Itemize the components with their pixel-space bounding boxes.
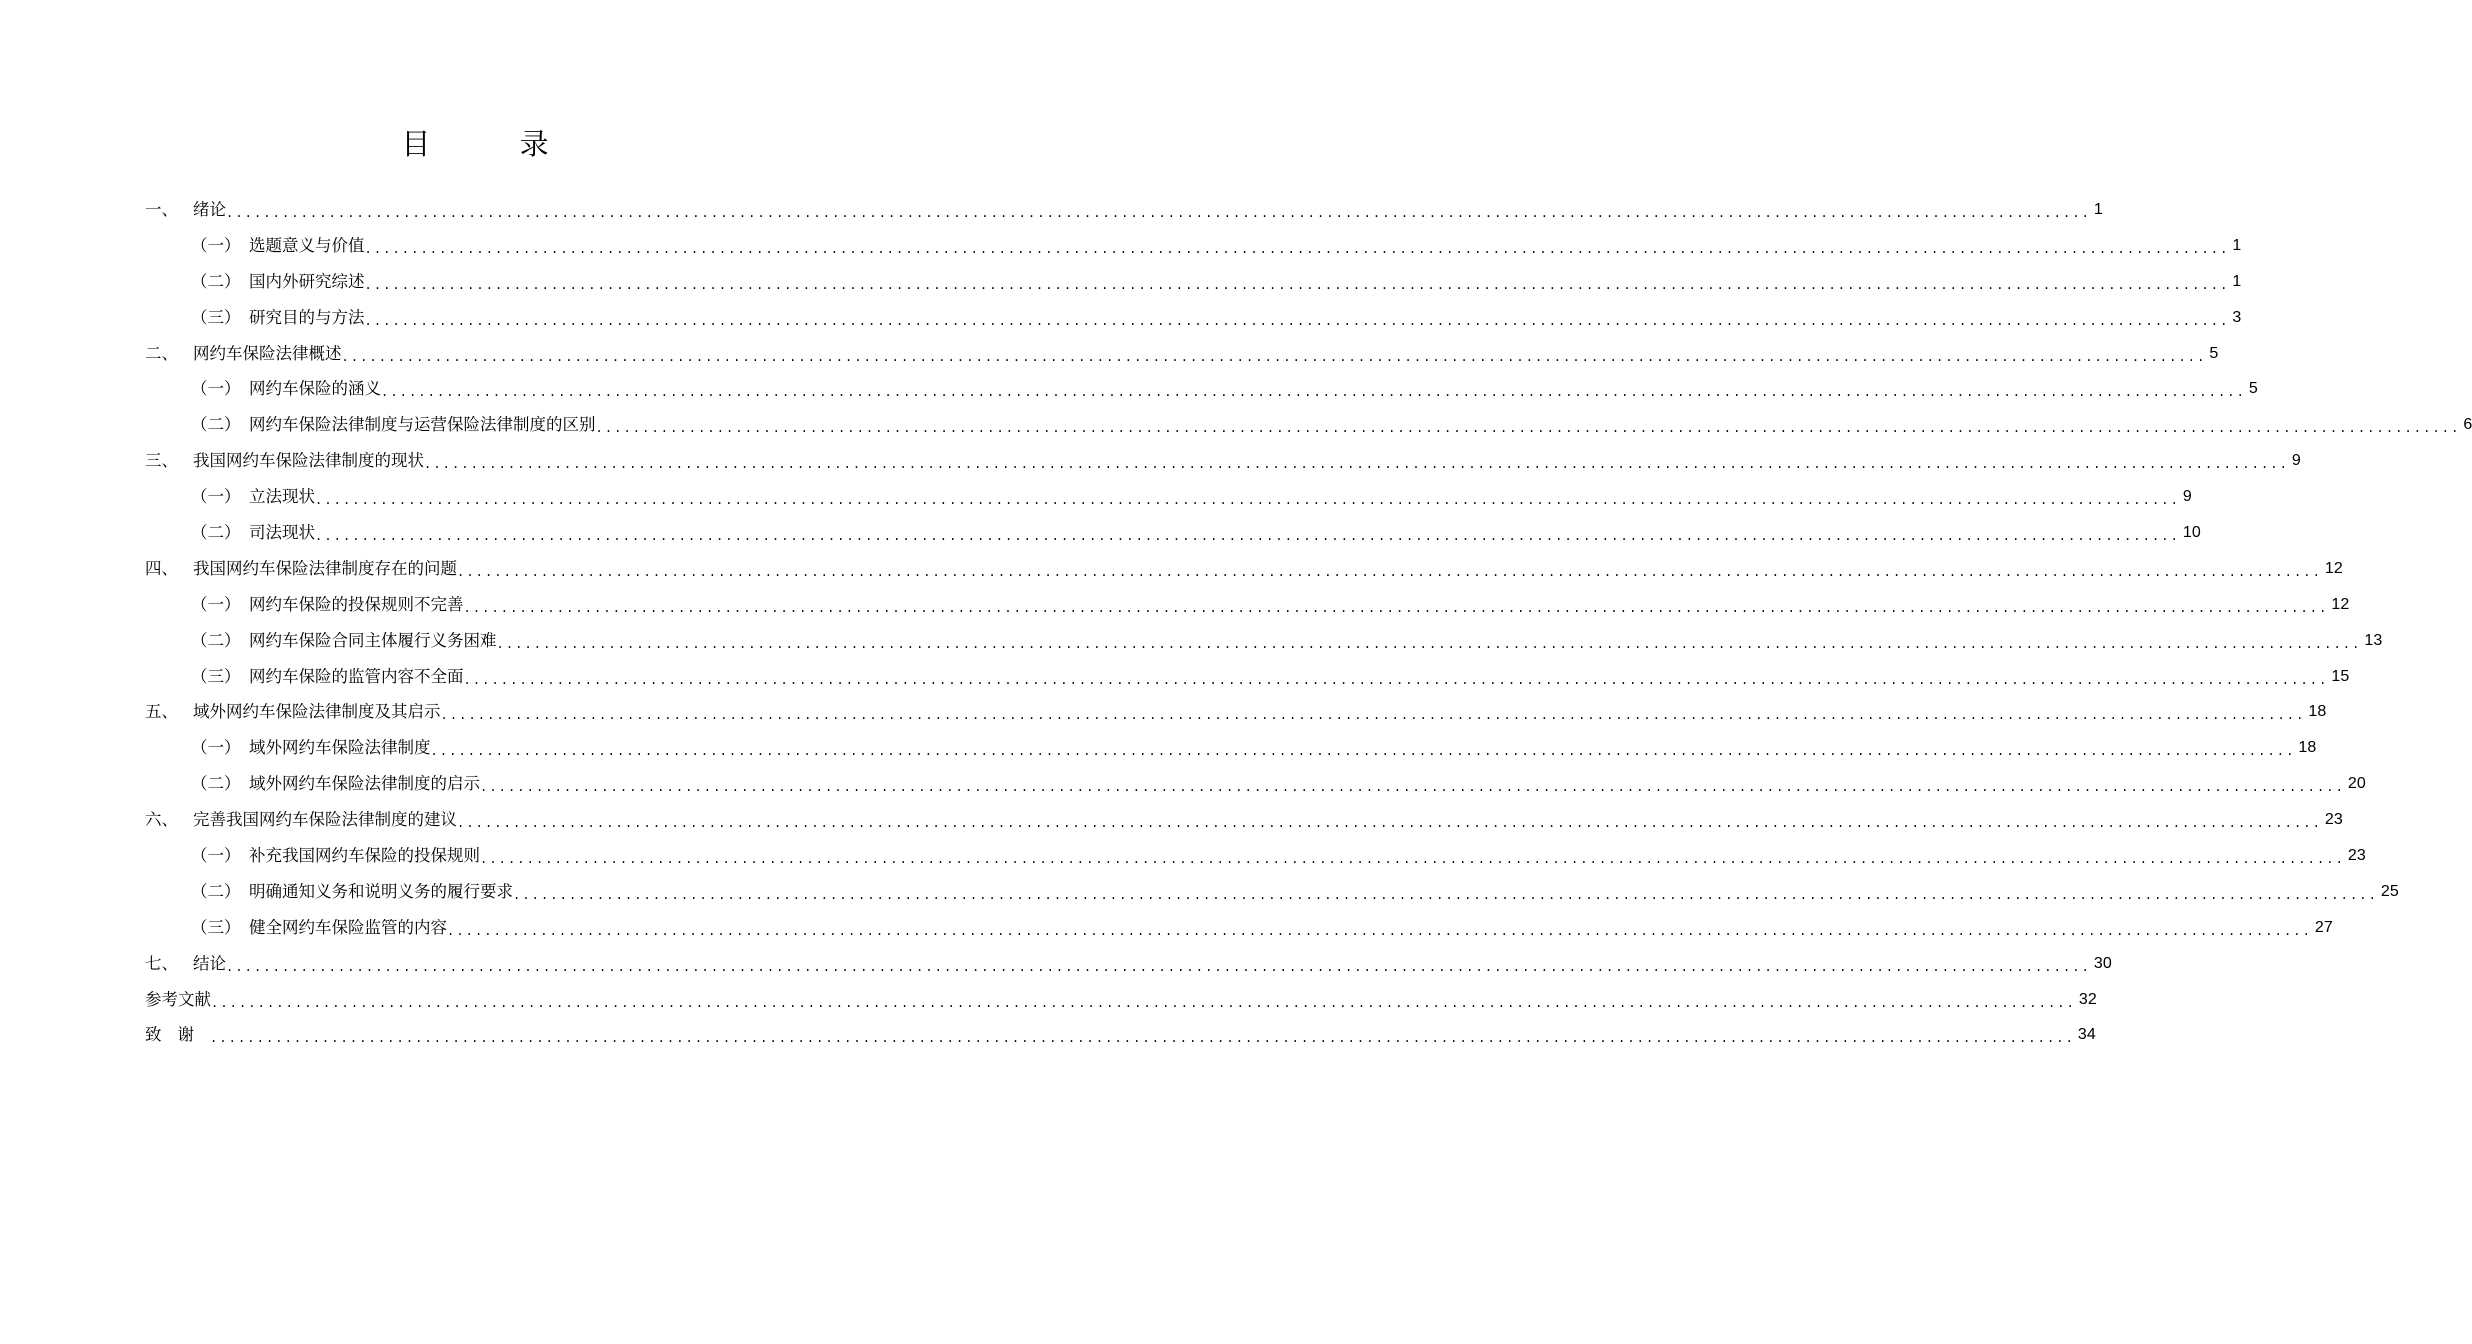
toc-entry[interactable]	[145, 838, 2366, 874]
toc-leader-dots: ........................................................................................................................................................................................................	[424, 457, 2289, 472]
toc-entry[interactable]	[145, 551, 2343, 587]
toc-entry-page: 10	[2182, 523, 2201, 541]
toc-entry-page: 1	[2232, 272, 2242, 290]
toc-entry-number: （一）	[191, 379, 241, 399]
toc-leader-dots: ........................................................................................................................................................................................................	[457, 564, 2322, 579]
toc-entry[interactable]	[145, 443, 2301, 479]
toc-entry-number: （一）	[191, 845, 241, 865]
toc-leader-dots: ........................................................................................................................................................................................................	[496, 636, 2362, 651]
toc-leader-dots: ........................................................................................................................................................................................................	[463, 600, 2329, 615]
toc-entry-number: （二）	[191, 881, 241, 901]
toc-entry-title: 立法现状	[249, 487, 315, 507]
toc-entry-title: 司法现状	[249, 522, 315, 542]
toc-entry-number: 一、	[145, 199, 178, 219]
toc-entry-number: （三）	[191, 307, 241, 327]
toc-entry-title: 网约车保险法律制度与运营保险法律制度的区别	[249, 415, 596, 435]
toc-entry-title: 明确通知义务和说明义务的履行要求	[249, 881, 513, 901]
toc-entry[interactable]	[145, 1017, 2096, 1053]
toc-entry-title: 国内外研究综述	[249, 271, 365, 291]
toc-entry[interactable]	[145, 766, 2366, 802]
toc-leader-dots: ........................................................................................................................................................................................................	[226, 959, 2091, 974]
toc-leader-dots: ........................................................................................................................................................................................................	[463, 672, 2329, 687]
toc-leader-dots: ........................................................................................................................................................................................................	[315, 493, 2180, 508]
toc-entry-title: 网约车保险的监管内容不全面	[249, 666, 464, 686]
toc-entry-page: 23	[2347, 846, 2366, 864]
toc-entry-number: （二）	[191, 774, 241, 794]
toc-leader-dots: ........................................................................................................................................................................................................	[364, 241, 2230, 256]
toc-entry[interactable]	[145, 336, 2219, 372]
toc-entry-title: 网约车保险的涵义	[249, 379, 381, 399]
toc-entry[interactable]	[145, 371, 2258, 407]
toc-entry-page: 12	[2331, 595, 2350, 613]
toc-entry-page: 12	[2324, 559, 2343, 577]
toc-entry-title: 域外网约车保险法律制度	[249, 738, 431, 758]
toc-entry-number: 二、	[145, 343, 178, 363]
toc-entry-title: 网约车保险的投保规则不完善	[249, 594, 464, 614]
toc-entry-title: 域外网约车保险法律制度的启示	[249, 774, 480, 794]
toc-entry-number: （二）	[191, 522, 241, 542]
toc-entry-number: （一）	[191, 738, 241, 758]
toc-leader-dots: ........................................................................................................................................................................................................	[457, 816, 2322, 831]
toc-entry[interactable]	[145, 802, 2343, 838]
toc-entry[interactable]	[145, 982, 2097, 1018]
toc-leader-dots: ........................................................................................................................................................................................................	[211, 995, 2076, 1010]
toc-entry-page: 30	[2093, 954, 2112, 972]
toc-entry-title: 补充我国网约车保险的投保规则	[249, 845, 480, 865]
table-of-contents	[145, 192, 2472, 1053]
toc-entry-page: 6	[2463, 416, 2472, 434]
toc-entry-page: 32	[2078, 990, 2097, 1008]
toc-entry-page: 9	[2291, 452, 2301, 470]
toc-entry-page: 34	[2077, 1026, 2096, 1044]
toc-entry-title: 健全网约车保险监管的内容	[249, 917, 447, 937]
toc-entry[interactable]	[145, 946, 2112, 982]
toc-entry-title: 研究目的与方法	[249, 307, 365, 327]
toc-entry[interactable]	[145, 730, 2317, 766]
toc-entry[interactable]	[145, 659, 2350, 695]
toc-entry-page: 3	[2232, 308, 2242, 326]
toc-entry-page: 18	[2298, 739, 2317, 757]
toc-leader-dots: ........................................................................................................................................................................................................	[440, 708, 2306, 723]
toc-entry-number: 四、	[145, 558, 178, 578]
toc-entry-title: 致谢	[145, 1025, 210, 1045]
toc-entry[interactable]	[145, 874, 2399, 910]
page-title: 目 录	[401, 127, 589, 161]
toc-entry-page: 27	[2314, 918, 2333, 936]
toc-entry-title: 域外网约车保险法律制度及其启示	[193, 702, 441, 722]
toc-entry[interactable]	[145, 264, 2242, 300]
toc-entry-page: 5	[2248, 380, 2258, 398]
toc-leader-dots: ........................................................................................................................................................................................................	[364, 313, 2230, 328]
toc-entry-title: 我国网约车保险法律制度的现状	[193, 451, 424, 471]
toc-entry-page: 15	[2331, 667, 2350, 685]
toc-entry[interactable]	[145, 192, 2103, 228]
toc-leader-dots: ........................................................................................................................................................................................................	[341, 349, 2207, 364]
toc-entry-number: 六、	[145, 810, 178, 830]
toc-leader-dots: ........................................................................................................................................................................................................	[480, 851, 2345, 866]
toc-entry[interactable]	[145, 587, 2350, 623]
toc-entry-number: （一）	[191, 594, 241, 614]
toc-entry-number: （三）	[191, 917, 241, 937]
toc-entry-number: （三）	[191, 666, 241, 686]
toc-entry-title: 选题意义与价值	[249, 235, 365, 255]
toc-leader-dots: ........................................................................................................................................................................................................	[381, 385, 2246, 400]
toc-entry[interactable]	[145, 515, 2201, 551]
toc-entry-page: 13	[2364, 631, 2383, 649]
toc-entry-page: 23	[2324, 811, 2343, 829]
toc-entry-number: （二）	[191, 271, 241, 291]
toc-entry[interactable]	[145, 623, 2383, 659]
toc-entry-title: 我国网约车保险法律制度存在的问题	[193, 558, 457, 578]
toc-entry[interactable]	[145, 694, 2327, 730]
toc-entry-page: 20	[2347, 775, 2366, 793]
toc-entry[interactable]	[145, 300, 2242, 336]
toc-entry-title: 网约车保险合同主体履行义务困难	[249, 630, 497, 650]
toc-entry-number: （一）	[191, 235, 241, 255]
toc-leader-dots: ........................................................................................................................................................................................................	[226, 205, 2091, 220]
toc-leader-dots: ........................................................................................................................................................................................................	[595, 421, 2461, 436]
toc-entry[interactable]	[145, 228, 2242, 264]
toc-leader-dots: ........................................................................................................................................................................................................	[480, 780, 2345, 795]
toc-leader-dots: ........................................................................................................................................................................................................	[315, 528, 2180, 543]
toc-entry-page: 9	[2182, 488, 2192, 506]
toc-leader-dots: ........................................................................................................................................................................................................	[447, 923, 2312, 938]
toc-leader-dots: ........................................................................................................................................................................................................	[364, 277, 2230, 292]
toc-leader-dots: ........................................................................................................................................................................................................	[513, 887, 2378, 902]
toc-entry-title: 结论	[193, 953, 226, 973]
toc-entry-number: 七、	[145, 953, 178, 973]
toc-leader-dots: ........................................................................................................................................................................................................	[210, 1031, 2075, 1046]
toc-entry-number: 三、	[145, 451, 178, 471]
toc-entry-title: 网约车保险法律概述	[193, 343, 342, 363]
toc-entry-title: 参考文献	[145, 989, 211, 1009]
toc-entry-page: 1	[2232, 236, 2242, 254]
toc-leader-dots: ........................................................................................................................................................................................................	[430, 744, 2296, 759]
toc-entry-page: 1	[2093, 200, 2103, 218]
toc-entry-title: 完善我国网约车保险法律制度的建议	[193, 810, 457, 830]
toc-entry[interactable]	[145, 407, 2472, 443]
toc-entry-number: 五、	[145, 702, 178, 722]
toc-entry-title: 绪论	[193, 199, 226, 219]
toc-entry[interactable]	[145, 910, 2333, 946]
toc-entry-page: 18	[2308, 703, 2327, 721]
toc-entry-page: 5	[2209, 344, 2219, 362]
toc-entry-page: 25	[2380, 882, 2399, 900]
toc-entry-number: （二）	[191, 630, 241, 650]
toc-entry-number: （一）	[191, 487, 241, 507]
toc-entry[interactable]	[145, 479, 2192, 515]
toc-entry-number: （二）	[191, 415, 241, 435]
